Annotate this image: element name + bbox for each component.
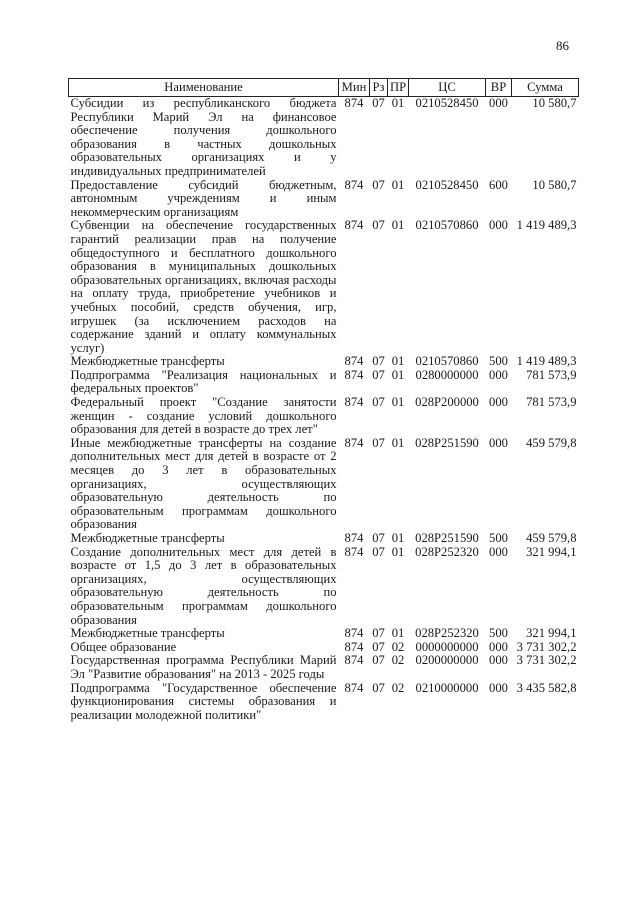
row-sum: 781 573,9 [526,395,577,410]
row-sum: 321 994,1 [526,544,577,559]
row-sum: 3 435 582,8 [516,680,577,695]
row-rz: 07 [372,177,385,192]
row-min: 874 [344,395,364,410]
table-row [69,682,579,723]
row-sum: 3 731 302,2 [516,653,577,668]
row-vr: 000 [489,680,508,695]
row-pr: 01 [391,531,405,545]
table-row [69,654,579,681]
row-vr: 000 [489,544,508,559]
row-vr: 500 [489,354,508,369]
row-vr: 000 [489,395,508,410]
row-rz: 07 [372,218,385,233]
row-name: Иные межбюджетные трансферты на создание дополнительных мест для детей в возрасте от 2 месяцев до 3 лет в образовательных организациях, осуществляющих образовательную деятельность по образовательным программам дошкольного образования [70,435,337,532]
table-row [69,179,579,220]
row-vr: 000 [489,218,508,233]
row-vr: 500 [489,531,508,545]
row-sum: 459 579,8 [526,531,577,545]
row-min: 874 [344,177,364,192]
row-min: 874 [344,435,364,450]
row-vr: 600 [489,177,508,192]
table-row [69,532,579,546]
row-name: Федеральный проект "Создание занятости женщин - создание условий дошкольного образования для детей в возрасте до трех лет" [70,395,337,437]
row-pr: 01 [391,177,405,192]
row-pr: 01 [391,96,405,110]
row-min: 874 [344,218,364,233]
row-pr: 02 [391,680,405,695]
header-pr: ПР [388,79,409,97]
row-sum: 321 994,1 [526,626,577,641]
row-min: 874 [344,680,364,695]
row-min: 874 [344,367,364,382]
table-row [69,369,579,396]
row-name: Субсидии из республиканского бюджета Республики Марий Эл на финансовое обеспечение получения дошкольного образования в частных дошкольных образовательных организациях и у индивидуальных предпринимателей [70,96,337,178]
row-rz: 07 [372,653,385,668]
header-name: Наименование [69,79,339,97]
row-rz: 07 [372,354,385,369]
row-cs: 0210000000 [415,680,479,695]
table-row [69,546,579,628]
row-vr: 000 [489,367,508,382]
table-row [69,627,579,641]
row-cs: 028P251590 [415,435,479,450]
row-vr: 000 [489,435,508,450]
row-name: Общее образование [70,639,177,654]
row-pr: 01 [391,626,405,641]
row-vr: 000 [489,639,508,654]
row-min: 874 [344,639,364,654]
row-vr: 000 [489,653,508,668]
table-row [69,396,579,437]
row-name: Подпрограмма "Государственное обеспечение функционирования системы образования и реализации молодежной политики" [70,680,337,722]
row-name: Государственная программа Республики Марий Эл "Развитие образования" на 2013 - 2025 годы [70,653,337,681]
header-min: Мин [339,79,370,97]
row-min: 874 [344,531,364,545]
row-rz: 07 [372,680,385,695]
row-sum: 10 580,7 [532,177,577,192]
row-name: Межбюджетные трансферты [70,354,225,369]
row-rz: 07 [372,544,385,559]
row-cs: 028P252320 [415,626,479,641]
row-pr: 01 [391,354,405,369]
row-pr: 01 [391,367,405,382]
row-pr: 01 [391,218,405,233]
row-rz: 07 [372,96,385,110]
row-cs: 0000000000 [415,639,479,654]
row-rz: 07 [372,639,385,654]
row-sum: 10 580,7 [532,96,577,110]
table-row [69,437,579,532]
row-cs: 0200000000 [415,653,479,668]
row-cs: 0210570860 [415,218,479,233]
row-pr: 01 [391,395,405,410]
row-rz: 07 [372,435,385,450]
row-cs: 028P251590 [415,531,479,545]
row-sum: 1 419 489,3 [516,218,577,233]
table-header-row [69,79,579,97]
row-sum: 1 419 489,3 [516,354,577,369]
budget-table [68,78,579,722]
table-row [69,355,579,369]
row-cs: 0210528450 [415,96,479,110]
row-pr: 02 [391,639,405,654]
row-pr: 02 [391,653,405,668]
table-row [69,97,579,179]
row-vr: 000 [489,96,508,110]
row-sum: 459 579,8 [526,435,577,450]
row-name: Субвенции на обеспечение государственных гарантий реализации прав на получение общедоступного и бесплатного дошкольного образования в муниципальных дошкольных образовательных организациях, включая расходы на оплату труда, приобретение учебников и учебных пособий, средств обучения, игр, игрушек (за исключением расходов на содержание зданий и оплату коммунальных услуг) [70,218,337,355]
row-cs: 0210570860 [415,354,479,369]
row-min: 874 [344,96,364,110]
table-row [69,219,579,355]
row-name: Предоставление субсидий бюджетным, автономным учреждениям и иным некоммерческим организациям [70,177,337,219]
row-min: 874 [344,544,364,559]
row-sum: 3 731 302,2 [516,639,577,654]
row-name: Межбюджетные трансферты [70,626,225,641]
row-name: Создание дополнительных мест для детей в возрасте от 1,5 до 3 лет в образовательных организациях, осуществляющих образовательную деятельность по образовательным программам дошкольного образования [70,544,337,627]
row-sum: 781 573,9 [526,367,577,382]
header-rz: Рз [370,79,388,97]
table-row [69,641,579,655]
row-cs: 0280000000 [415,367,479,382]
page-number: 86 [556,38,569,53]
row-cs: 0210528450 [415,177,479,192]
header-sum: Сумма [512,79,579,97]
row-vr: 500 [489,626,508,641]
row-rz: 07 [372,395,385,410]
row-pr: 01 [391,435,405,450]
row-cs: 028P200000 [415,395,479,410]
row-name: Подпрограмма "Реализация национальных и федеральных проектов" [70,367,337,396]
row-pr: 01 [391,544,405,559]
row-rz: 07 [372,531,385,545]
row-name: Межбюджетные трансферты [70,531,225,545]
header-vr: ВР [486,79,512,97]
row-rz: 07 [372,367,385,382]
row-min: 874 [344,653,364,668]
header-cs: ЦС [409,79,486,97]
row-min: 874 [344,626,364,641]
row-min: 874 [344,354,364,369]
row-cs: 028P252320 [415,544,479,559]
row-rz: 07 [372,626,385,641]
